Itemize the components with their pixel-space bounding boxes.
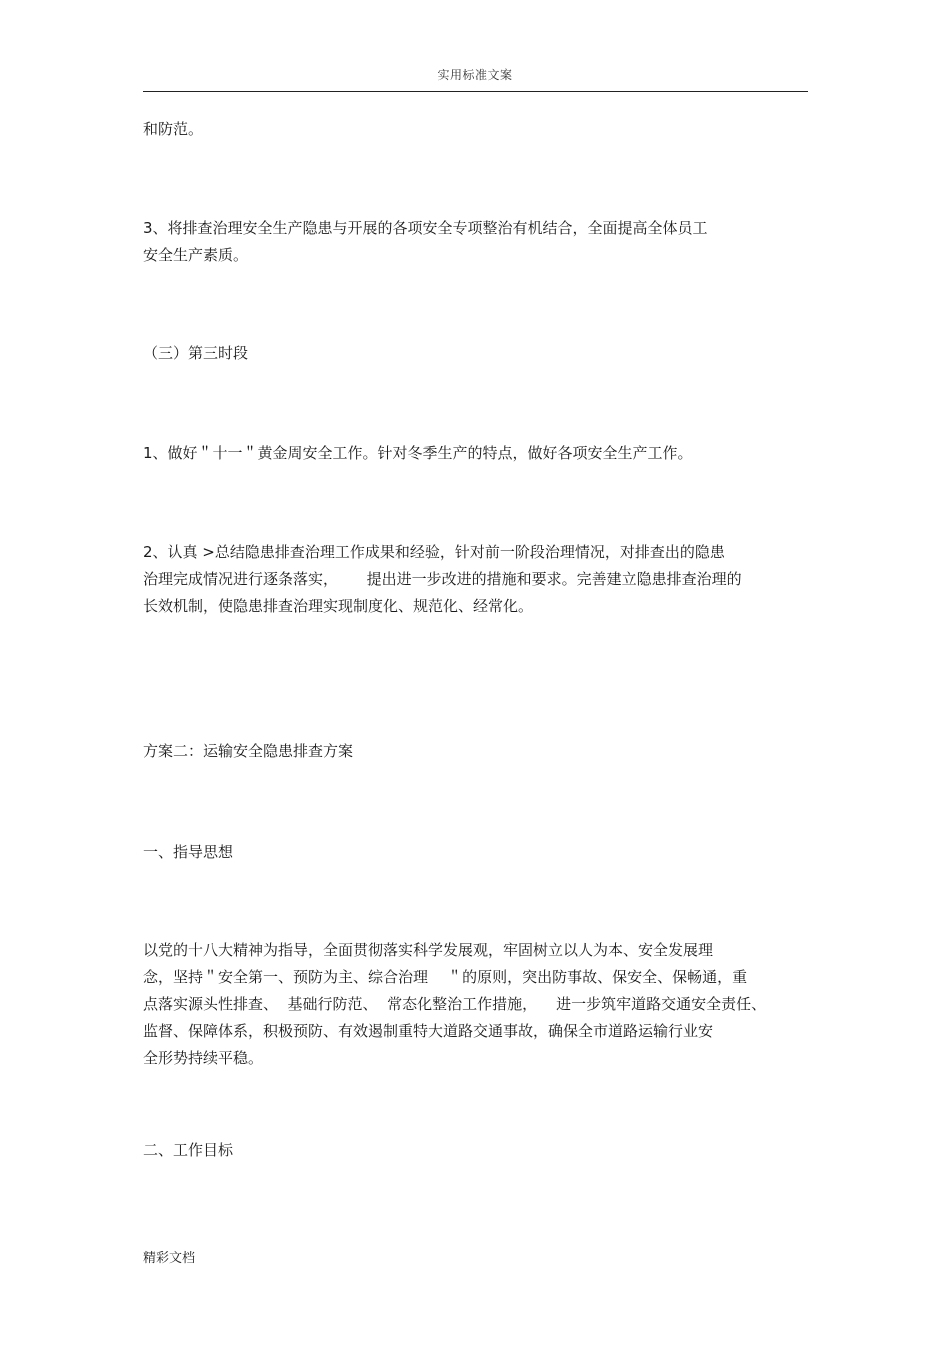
text-line: 监督、保障体系，积极预防、有效遏制重特大道路交通事故，确保全市道路运输行业安 [143, 1022, 714, 1040]
text-line: 以党的十八大精神为指导，全面贯彻落实科学发展观，牢固树立以人为本、安全发展理 [143, 941, 714, 959]
text-line: 全形势持续平稳。 [143, 1049, 264, 1067]
page-header-title: 实用标准文案 [437, 68, 513, 82]
text-line: 长效机制，使隐患排查治理实现制度化、规范化、经常化。 [143, 597, 534, 615]
section-heading-guiding-thought [143, 839, 803, 866]
section-heading-plan-2 [143, 738, 803, 765]
paragraph-phase3-item-1 [143, 440, 803, 467]
section-heading-work-goals [143, 1137, 803, 1164]
header-divider [143, 91, 808, 92]
text-line: 点落实源头性排查、 基础行防范、 常态化整治工作措施， 进一步筑牢道路交通安全责任、 [143, 995, 767, 1013]
heading-text: 方案二：运输安全隐患排查方案 [143, 742, 354, 760]
heading-text: 一、指导思想 [143, 843, 234, 861]
text-line: 念，坚持＂安全第一、预防为主、综合治理 ＂的原则，突出防事故、保安全、保畅通，重 [143, 968, 748, 986]
text-line: 3、将排查治理安全生产隐患与开展的各项安全专项整治有机结合，全面提高全体员工 [143, 219, 708, 237]
heading-text: （三）第三时段 [143, 344, 249, 362]
paragraph-continuation [143, 116, 803, 143]
paragraph-phase3-item-2 [143, 539, 803, 620]
page-footer-note: 精彩文档 [143, 1251, 196, 1266]
text-line: 1、做好＂十一＂黄金周安全工作。针对冬季生产的特点，做好各项安全生产工作。 [143, 444, 693, 462]
section-heading-phase-3 [143, 340, 803, 367]
text-line: 2、认真 >总结隐患排查治理工作成果和经验，针对前一阶段治理情况，对排查出的隐患 [143, 543, 725, 561]
paragraph-item-3 [143, 215, 803, 269]
text-line: 和防范。 [143, 120, 204, 138]
paragraph-guiding-thought [143, 937, 803, 1072]
heading-text: 二、工作目标 [143, 1141, 234, 1159]
text-line: 安全生产素质。 [143, 246, 249, 264]
text-line: 治理完成情况进行逐条落实， 提出进一步改进的措施和要求。完善建立隐患排查治理的 [143, 570, 742, 588]
